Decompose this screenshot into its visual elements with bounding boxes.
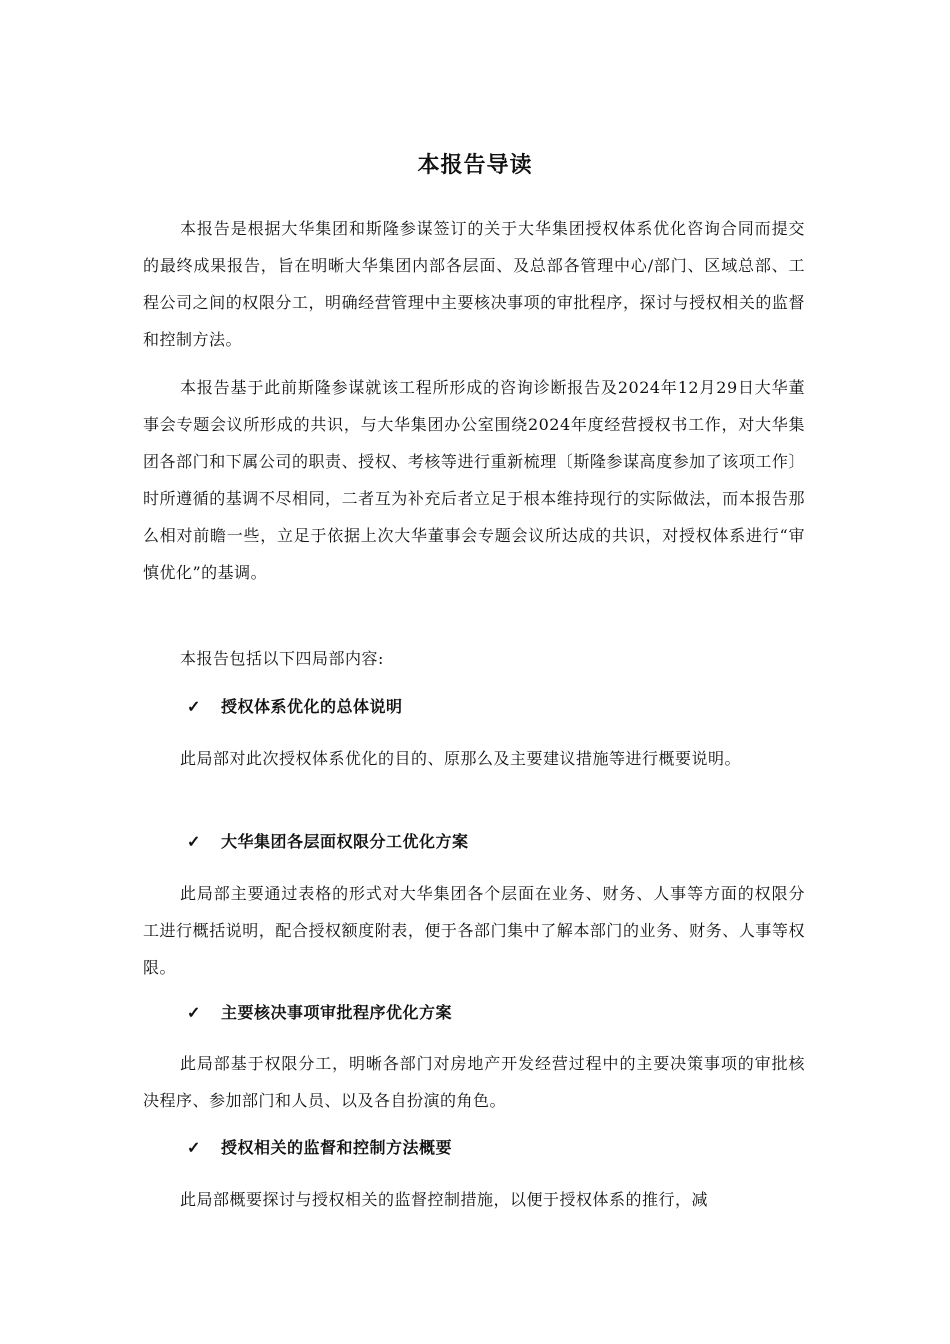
checkmark-icon: ✓ — [187, 832, 201, 851]
section-heading-4 — [187, 1133, 452, 1163]
checkmark-icon: ✓ — [187, 1138, 201, 1157]
intro-paragraph-1: 本报告是根据大华集团和斯隆参谋签订的关于大华集团授权体系优化咨询合同而提交的最终成果报告，旨在明晰大华集团内部各层面、及总部各管理中心/部门、区域总部、工程公司之间的权限分工，明确经营管理中主要核决事项的审批程序，探讨与授权相关的监督和控制方法。 — [143, 219, 805, 349]
intro-paragraph-2: 本报告基于此前斯隆参谋就该工程所形成的咨询诊断报告及2024年12月29日大华董事会专题会议所形成的共识，与大华集团办公室围绕2024年度经营授权书工作，对大华集团各部门和下属公司的职责、授权、考核等进行重新梳理〔斯隆参谋高度参加了该项工作〕时所遵循的基调不尽相同，二者互为补充后者立足于根本维持现行的实际做法，而本报告那么相对前瞻一些，立足于依据上次大华董事会专题会议所达成的共识，对授权体系进行“审慎优化”的基调。 — [143, 378, 805, 582]
contents-intro-paragraph: 本报告包括以下四局部内容: — [180, 649, 384, 668]
section-heading-3 — [187, 998, 452, 1028]
section-heading-2 — [187, 827, 469, 857]
section-paragraph-4: 此局部概要探讨与授权相关的监督控制措施，以便于授权体系的推行，减 — [180, 1190, 709, 1209]
checkmark-icon: ✓ — [187, 1003, 201, 1022]
section-heading-text: 大华集团各层面权限分工优化方案 — [221, 832, 469, 851]
section-paragraph-1: 此局部对此次授权体系优化的目的、原那么及主要建议措施等进行概要说明。 — [180, 749, 742, 768]
section-heading-text: 主要核决事项审批程序优化方案 — [221, 1003, 453, 1022]
checkmark-icon: ✓ — [187, 697, 201, 716]
section-heading-1 — [187, 692, 403, 722]
section-paragraph-3: 此局部基于权限分工，明晰各部门对房地产开发经营过程中的主要决策事项的审批核决程序、参加部门和人员、以及各自扮演的角色。 — [143, 1054, 805, 1110]
section-paragraph-2: 此局部主要通过表格的形式对大华集团各个层面在业务、财务、人事等方面的权限分工进行概括说明，配合授权额度附表，便于各部门集中了解本部门的业务、财务、人事等权限。 — [143, 884, 805, 977]
section-heading-text: 授权相关的监督和控制方法概要 — [221, 1138, 453, 1157]
page-title: 本报告导读 — [417, 152, 533, 178]
section-heading-text: 授权体系优化的总体说明 — [221, 697, 403, 716]
